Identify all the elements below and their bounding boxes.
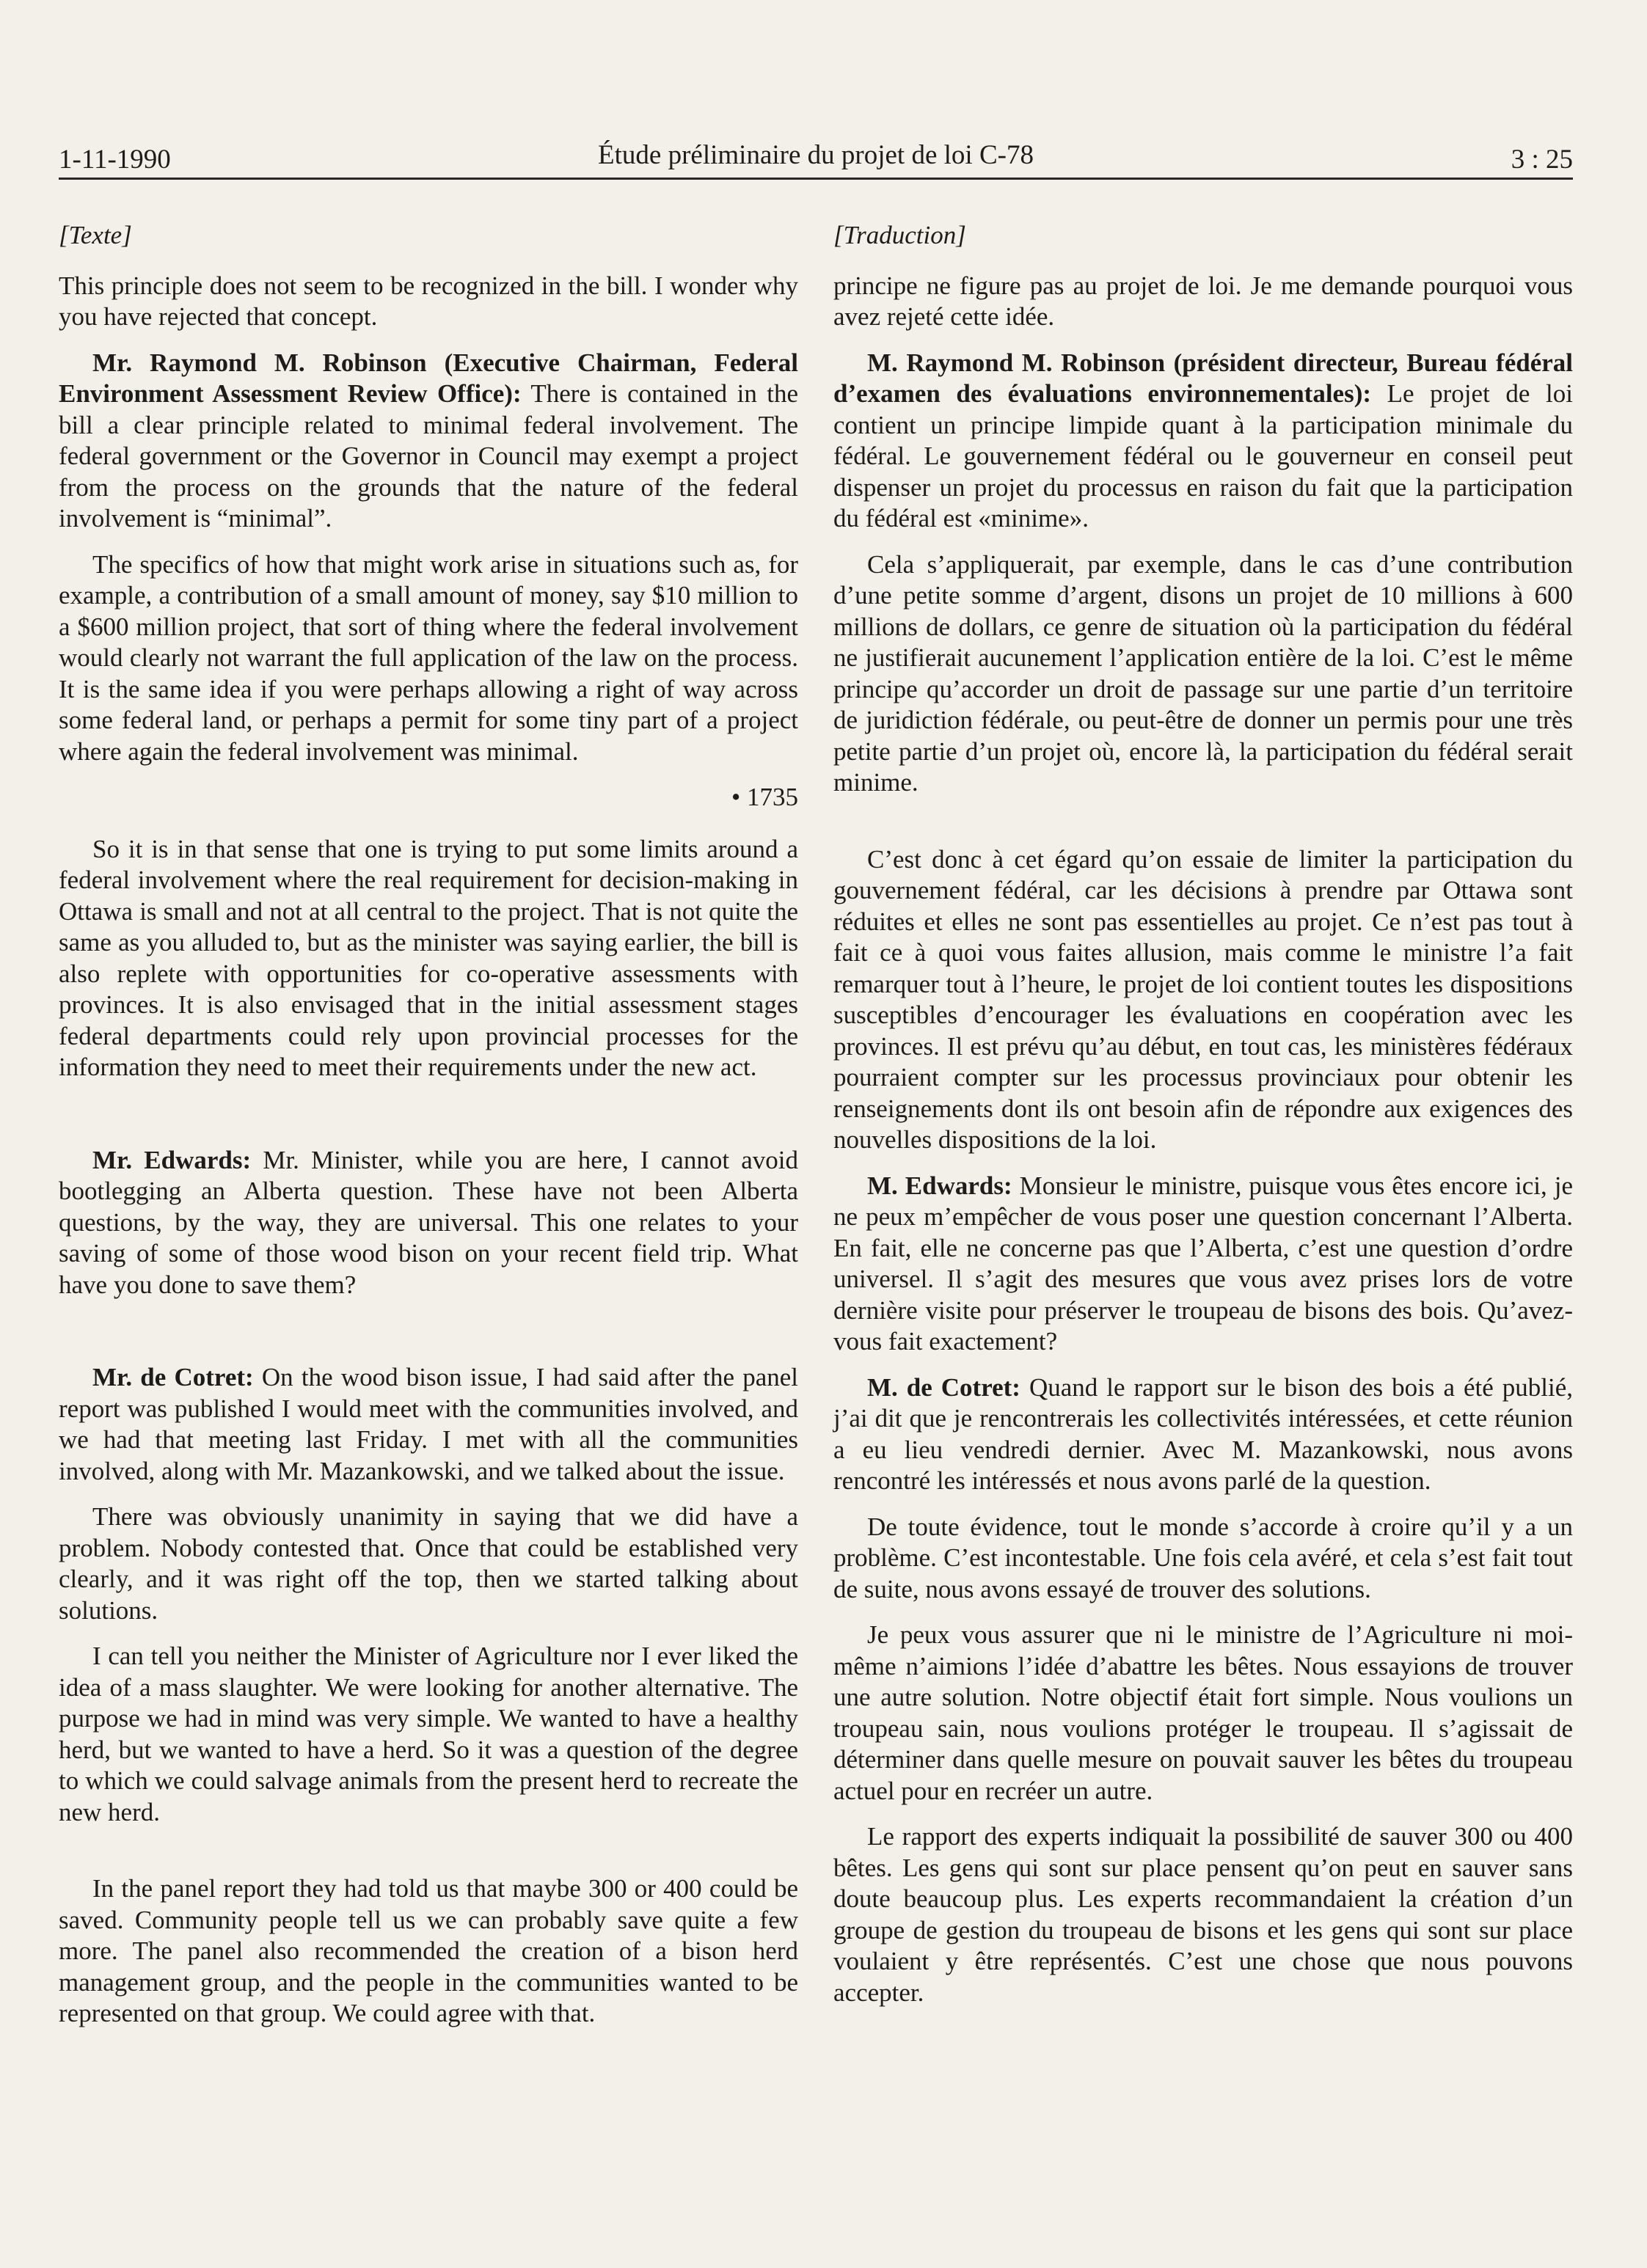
french-column — [833, 220, 1573, 2023]
speaker-name: Mr. Edwards: — [92, 1145, 252, 1174]
speaker-name: M. Edwards: — [867, 1171, 1012, 1200]
speaker-name: M. Raymond M. Robinson (président directeur, Bureau fédéral d’examen des évaluations environnementales): — [833, 348, 1573, 408]
english-column — [59, 220, 798, 2044]
column-label-traduction: [Traduction] — [833, 221, 966, 249]
header-title: Étude préliminaire du projet de loi C-78 — [598, 140, 1034, 170]
speaker-paragraph — [833, 1372, 1573, 1497]
speech-text: Le projet de loi contient un principe limpide quant à la participation minimale du fédéral. Le gouvernement fédéral ou le gouverneur en conseil peut dispenser un projet du processus en raison du fait que la participation du fédéral est «minime». — [833, 379, 1573, 533]
paragraph: This principle does not seem to be recognized in the bill. I wonder why you have rejected that concept. — [59, 271, 798, 331]
paragraph: The specifics of how that might work arise in situations such as, for example, a contribution of a small amount of money, say $10 million to a $600 million project, that sort of thing where the federal involvement would clearly not warrant the full application of the law on the process. It is the same idea if you were perhaps allowing a right of way across some federal land, or perhaps a permit for some tiny part of a project where again the federal involvement was minimal. — [59, 549, 798, 766]
speaker-name: Mr. Raymond M. Robinson (Executive Chairman, Federal Environment Assessment Review Office): — [59, 348, 798, 408]
paragraph: C’est donc à cet égard qu’on essaie de limiter la participation du gouvernement fédéral, car les décisions à prendre par Ottawa sont réduites et elles ne sont pas essentielles au projet. Ce n’est pas tout à fait ce à quoi vous faites allusion, mais comme le ministre l’a fait remarquer tout à l’heure, le projet de loi contient toutes les dispositions susceptibles d’encourager les évaluations en coopération avec les provinces. Il est prévu qu’au début, en tout cas, les ministères fédéraux pourraient compter sur les processus provinciaux pour obtenir les renseignements dont ils ont besoin afin de répondre aux exigences des nouvelles dispositions de la loi. — [833, 844, 1573, 1154]
page-header — [59, 139, 1573, 180]
speaker-name: M. de Cotret: — [867, 1372, 1020, 1402]
speech-text: There is contained in the bill a clear principle related to minimal federal involvement. The federal government or the Governor in Council may exempt a project from the process on the grounds that the nature of the federal involvement is “minimal”. — [59, 379, 798, 533]
paragraph: There was obviously unanimity in saying that we did have a problem. Nobody contested that. Once that could be established very clearly, and it was right off the top, then we started talking about solutions. — [59, 1502, 798, 1625]
paragraph: I can tell you neither the Minister of Agriculture nor I ever liked the idea of a mass slaughter. We were looking for another alternative. The purpose we had in mind was very simple. We wanted to have a healthy herd, but we wanted to have a herd. So it was a question of the degree to which we could salvage animals from the present herd to recreate the new herd. — [59, 1642, 798, 1826]
paragraph: So it is in that sense that one is trying to put some limits around a federal involvement where the real requirement for decision-making in Ottawa is small and not at all central to the project. That is not quite the same as you alluded to, but as the minister was saying earlier, the bill is also replete with opportunities for co-operative assessments with provinces. It is also envisaged that in the initial assessment stages federal departments could rely upon provincial processes for the information they need to meet their requirements under the new act. — [59, 834, 798, 1081]
header-page-number: 3 : 25 — [1511, 145, 1573, 175]
speech-text: Quand le rapport sur le bison des bois a été publié, j’ai dit que je rencontrerais les collectivités intéressées, et cette réunion a eu lieu vendredi dernier. Avec M. Mazankowski, nous avons rencontré les intéressés et nous avons parlé de la question. — [833, 1372, 1573, 1495]
speaker-paragraph — [59, 1362, 798, 1487]
paragraph: principe ne figure pas au projet de loi. Je me demande pourquoi vous avez rejeté cette idée. — [833, 271, 1573, 331]
column-label-texte: [Texte] — [59, 221, 132, 249]
speaker-paragraph — [833, 1171, 1573, 1358]
paragraph: Le rapport des experts indiquait la possibilité de sauver 300 ou 400 bêtes. Les gens qui sont sur place pensent qu’on peut en sauver sans doute beaucoup plus. Les experts recommandaient la création d’un groupe de gestion du troupeau de bisons et les gens qui sont sur place voulaient y être représentés. C’est une chose que nous pouvons accepter. — [833, 1822, 1573, 2007]
speech-text: Mr. Minister, while you are here, I cannot avoid bootlegging an Alberta question. These have not been Alberta questions, by the way, they are universal. This one relates to your saving of some of those wood bison on your recent field trip. What have you done to save them? — [59, 1145, 798, 1299]
paragraph: Je peux vous assurer que ni le ministre de l’Agriculture ni moi-même n’aimions l’idée d’abattre les bêtes. Nous essayions de trouver une autre solution. Notre objectif était fort simple. Nous voulions un troupeau sain, nous voulions protéger le troupeau. Il s’agissait de déterminer dans quelle mesure on pouvait sauver les bêtes du troupeau actuel pour en recréer un autre. — [833, 1620, 1573, 1805]
speech-text: Monsieur le ministre, puisque vous êtes encore ici, je ne peux m’empêcher de vous poser une question concernant l’Alberta. En fait, elle ne concerne pas que l’Alberta, c’est une question d’ordre universel. Il s’agit des mesures que vous avez prises lors de votre dernière visite pour préserver le troupeau de bisons des bois. Qu’avez-vous fait exactement? — [833, 1171, 1573, 1356]
speaker-paragraph — [59, 348, 798, 535]
time-marker: • 1735 — [731, 783, 798, 811]
speech-text: On the wood bison issue, I had said after the panel report was published I would meet with the communities involved, and we had that meeting last Friday. I met with all the communities involved, along with Mr. Mazankowski, and we talked about the issue. — [59, 1363, 798, 1485]
paragraph: Cela s’appliquerait, par exemple, dans le cas d’une contribution d’une petite somme d’argent, disons un projet de 10 millions à 600 millions de dollars, ce genre de situation où la participation du fédéral ne justifierait aucunement l’application entière de la loi. C’est le même principe qu’accorder un droit de passage sur une partie d’un territoire de juridiction fédérale, ou peut-être de donner un permis pour une très petite partie d’un projet où, encore là, la participation du fédéral serait minime. — [833, 549, 1573, 797]
speaker-name: Mr. de Cotret: — [92, 1363, 254, 1391]
header-date: 1-11-1990 — [59, 145, 171, 175]
paragraph: In the panel report they had told us that maybe 300 or 400 could be saved. Community people tell us we can probably save quite a few more. The panel also recommended the creation of a bison herd management group, and the people in the communities wanted to be represented on that group. We could agree with that. — [59, 1874, 798, 2027]
speaker-paragraph — [833, 348, 1573, 535]
paragraph: De toute évidence, tout le monde s’accorde à croire qu’il y a un problème. C’est incontestable. Une fois cela avéré, et cela s’est fait tout de suite, nous avons essayé de trouver des solutions. — [833, 1512, 1573, 1603]
speaker-paragraph — [59, 1145, 798, 1301]
